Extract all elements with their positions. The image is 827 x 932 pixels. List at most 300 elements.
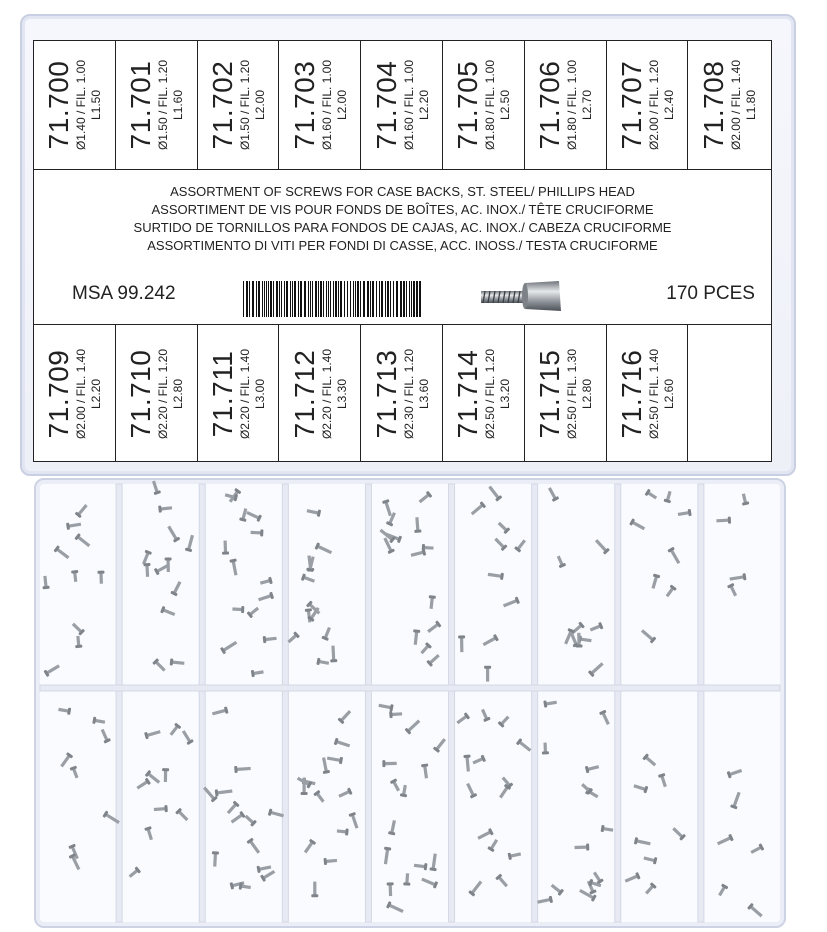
screw xyxy=(135,778,151,792)
screw xyxy=(250,529,263,537)
screw-shank xyxy=(591,662,604,674)
compartment-divider xyxy=(199,484,205,922)
screw xyxy=(426,653,441,667)
screw-shank xyxy=(231,814,243,824)
screw xyxy=(160,606,176,618)
screw xyxy=(232,606,244,614)
part-spec: Ø2.50 / FIL. 1.30 xyxy=(565,348,580,439)
screw-head xyxy=(97,571,104,574)
bottom-size-row xyxy=(34,324,771,462)
screw xyxy=(69,853,82,871)
screw xyxy=(414,862,428,871)
screw-head xyxy=(324,858,328,865)
screw-shank xyxy=(182,730,191,742)
screw-shank xyxy=(60,755,70,767)
screw-shank xyxy=(602,713,610,725)
screw-shank xyxy=(212,709,226,716)
screw xyxy=(730,791,742,809)
part-spec: Ø1.60 / FIL. 1.00 xyxy=(401,59,416,151)
screw xyxy=(419,642,432,656)
screw-shank xyxy=(384,849,389,864)
barcode-bar xyxy=(419,281,421,317)
screw-shank xyxy=(460,638,463,652)
barcode-bar xyxy=(243,281,244,317)
screw-shank xyxy=(69,523,81,528)
screw xyxy=(671,826,686,841)
screw-shank xyxy=(730,575,744,580)
screw xyxy=(348,812,360,829)
screw xyxy=(479,708,490,722)
screw xyxy=(404,718,421,735)
screw-shank xyxy=(147,730,161,737)
barcode-bar xyxy=(256,281,257,317)
screw-shank xyxy=(161,506,172,510)
part-code: 71.716 xyxy=(615,349,647,438)
screw-shank xyxy=(327,756,340,761)
screw-shank xyxy=(58,708,68,713)
screw xyxy=(487,838,500,852)
screw-shank xyxy=(258,594,271,601)
screw-shank xyxy=(666,491,672,501)
part-code: 71.709 xyxy=(43,349,75,438)
barcode-bar xyxy=(318,281,319,317)
screw-head xyxy=(222,551,229,554)
barcode-bar xyxy=(281,281,282,317)
part-length: L3.30 xyxy=(334,378,349,409)
screw-shank xyxy=(557,555,564,565)
screw-shank xyxy=(678,511,689,516)
screw-tray xyxy=(34,478,786,928)
screw-head xyxy=(345,828,349,835)
screw xyxy=(313,790,326,804)
screw-shank xyxy=(390,820,396,833)
compartment-divider xyxy=(615,484,621,922)
barcode-bar xyxy=(370,281,371,317)
screw xyxy=(588,661,605,677)
screw-shank xyxy=(78,504,88,515)
part-spec: Ø2.50 / FIL. 1.40 xyxy=(646,348,661,439)
barcode-bar xyxy=(315,281,317,317)
barcode-bar xyxy=(292,281,293,317)
part-code: 71.700 xyxy=(43,60,75,150)
screw xyxy=(222,540,229,554)
screw xyxy=(716,883,728,897)
part-spec: Ø2.00 / FIL. 1.40 xyxy=(729,59,744,151)
quantity-label: 170 PCES xyxy=(666,283,755,304)
screw-head xyxy=(75,645,82,649)
screw-shank xyxy=(95,719,105,724)
screw-shank xyxy=(217,789,232,794)
screw-shank xyxy=(660,776,666,787)
screw-head xyxy=(424,863,428,870)
screw xyxy=(458,635,465,652)
screw xyxy=(329,645,337,662)
screw xyxy=(211,706,228,717)
screw-shank xyxy=(546,701,557,706)
screw-shank xyxy=(173,581,181,593)
screw-shank xyxy=(603,827,613,832)
screw-shank xyxy=(324,627,331,638)
screw-head xyxy=(586,844,589,851)
screw-shank xyxy=(429,654,439,664)
screw xyxy=(727,767,743,778)
barcode-bar xyxy=(340,281,342,317)
screw-shank xyxy=(263,870,275,879)
compartment-divider xyxy=(365,484,371,922)
screw xyxy=(493,536,508,551)
screw xyxy=(633,782,649,793)
part-length: L2.00 xyxy=(334,89,349,121)
description-line: SURTIDO DE TORNILLOS PARA FONDOS DE CAJAS, AC. INOX./ CABEZA CRUCIFORME xyxy=(133,220,672,235)
screw xyxy=(251,668,264,677)
screw-head xyxy=(143,563,150,566)
screw-shank xyxy=(223,541,227,553)
screw xyxy=(664,584,677,598)
label-middle xyxy=(34,171,771,323)
barcode-bar xyxy=(409,281,410,317)
screw-shank xyxy=(142,553,149,565)
barcode-bar xyxy=(390,281,391,317)
screw-shank xyxy=(337,829,346,833)
screw xyxy=(426,620,442,634)
screw-shank xyxy=(154,807,165,811)
part-spec: Ø1.60 / FIL. 1.00 xyxy=(319,59,334,151)
screw-shank xyxy=(503,599,517,607)
size-cell xyxy=(279,41,361,169)
screw-shank xyxy=(456,715,467,724)
screw-shank xyxy=(389,885,393,896)
screw-shank xyxy=(378,704,390,709)
screw xyxy=(589,622,603,633)
screw xyxy=(470,501,487,517)
barcode-bar xyxy=(270,281,272,317)
screw-shank xyxy=(251,531,261,535)
part-length: L2.00 xyxy=(252,89,267,121)
screw xyxy=(74,636,82,649)
screw xyxy=(650,574,661,590)
screw xyxy=(301,573,316,584)
screw xyxy=(166,525,181,543)
screw xyxy=(337,827,349,835)
screw xyxy=(389,710,402,718)
part-length: L2.80 xyxy=(580,378,595,409)
screw-shank xyxy=(241,885,251,889)
screw-shank xyxy=(519,741,531,752)
screw-head xyxy=(66,523,70,530)
screw xyxy=(537,896,553,906)
part-spec: Ø1.80 / FIL. 1.00 xyxy=(565,59,580,151)
screw xyxy=(239,882,252,891)
part-length: L2.20 xyxy=(416,89,431,121)
screw-head xyxy=(67,708,71,715)
size-cell xyxy=(198,41,280,169)
barcode-bar xyxy=(312,281,313,317)
screw xyxy=(502,597,520,610)
part-length: L1.60 xyxy=(171,89,186,121)
screw-shank xyxy=(432,853,437,868)
screw-shank xyxy=(254,670,264,675)
screw-shank xyxy=(436,738,446,750)
size-cell xyxy=(34,41,116,169)
screw-shank xyxy=(564,631,572,644)
screw-shank xyxy=(537,898,550,904)
part-length: L2.40 xyxy=(661,89,676,121)
screw xyxy=(500,775,513,789)
screw xyxy=(578,887,597,902)
barcode-bar xyxy=(385,281,386,317)
part-code: 71.706 xyxy=(534,60,566,150)
screw xyxy=(400,784,409,797)
screw xyxy=(41,576,49,590)
screw-shank xyxy=(319,660,329,665)
screw xyxy=(225,801,239,816)
screw xyxy=(644,882,657,896)
screw-shank xyxy=(237,767,251,771)
screw xyxy=(75,503,90,518)
description-line: ASSORTIMENT DE VIS POUR FONDS DE BOÎTES, AC. INOX./ TÊTE CRUCIFORME xyxy=(151,202,654,217)
barcode-bar xyxy=(330,281,331,317)
screw xyxy=(53,545,70,560)
screw-shank xyxy=(47,664,60,674)
screw-shank xyxy=(415,517,419,530)
screw-head xyxy=(339,757,343,764)
screw-head xyxy=(601,825,605,832)
screw xyxy=(476,828,493,841)
screw xyxy=(230,811,246,825)
screw-head xyxy=(463,755,470,759)
screw-shank xyxy=(641,629,653,640)
screw xyxy=(716,834,734,847)
screw xyxy=(417,491,432,505)
screw xyxy=(58,706,71,715)
screw-shank xyxy=(643,856,654,862)
screw-shank xyxy=(494,538,504,548)
barcode-bar xyxy=(262,281,263,317)
screw xyxy=(468,879,484,896)
screw-shank xyxy=(313,882,316,895)
screw-shank xyxy=(477,831,490,840)
screw-shank xyxy=(167,526,177,540)
screw xyxy=(382,847,391,865)
screw xyxy=(327,755,343,765)
screw-shank xyxy=(136,781,147,790)
screw-shank xyxy=(645,756,656,766)
barcode-bar xyxy=(290,281,291,317)
screw-shank xyxy=(424,546,433,550)
screw-shank xyxy=(483,637,496,646)
screw-shank xyxy=(498,877,508,888)
barcode-bar xyxy=(355,281,356,317)
screw-head xyxy=(212,851,219,854)
screw-shank xyxy=(543,743,547,752)
screw xyxy=(601,825,614,834)
screw-shank xyxy=(145,566,149,577)
barcode-bar xyxy=(328,281,329,317)
screw xyxy=(97,571,104,584)
screw xyxy=(546,486,559,502)
barcode-bar xyxy=(367,281,369,317)
screw-head xyxy=(158,505,162,512)
screw xyxy=(66,521,82,530)
screw xyxy=(170,658,185,666)
barcode-bar xyxy=(406,281,407,317)
screw-shank xyxy=(421,878,435,886)
part-code: 71.704 xyxy=(370,60,402,150)
part-spec: Ø2.30 / FIL. 1.20 xyxy=(401,348,416,439)
barcode-bar xyxy=(279,281,280,317)
screw-shank xyxy=(414,864,425,868)
screw xyxy=(555,555,566,569)
screw-shank xyxy=(326,859,337,863)
part-length: L2.60 xyxy=(661,378,676,409)
screw-head xyxy=(234,766,237,773)
screw xyxy=(640,628,657,644)
compartment-divider xyxy=(282,484,288,922)
screw xyxy=(749,843,764,855)
barcode-bar xyxy=(363,281,365,317)
barcode-bar xyxy=(268,281,269,317)
screw xyxy=(421,763,430,778)
screw-shank xyxy=(632,521,645,530)
screw xyxy=(70,766,81,780)
screw xyxy=(256,864,271,874)
screw xyxy=(259,577,272,587)
screw xyxy=(390,778,402,792)
screw-shank xyxy=(408,720,421,732)
screw xyxy=(658,773,669,788)
compartment-divider xyxy=(449,484,455,922)
part-code: 71.703 xyxy=(288,60,320,150)
screw xyxy=(150,480,161,495)
screw xyxy=(585,763,600,773)
screw-shank xyxy=(223,641,237,652)
screw-shank xyxy=(77,536,90,547)
size-cell xyxy=(607,41,689,169)
screw xyxy=(549,882,564,896)
barcode-bar xyxy=(403,281,405,317)
screw xyxy=(386,511,398,526)
screw xyxy=(168,723,181,737)
screw-head xyxy=(170,658,174,665)
screw-shank xyxy=(750,846,761,854)
screw-shank xyxy=(471,881,482,894)
screw xyxy=(314,542,332,556)
barcode-bar xyxy=(360,281,361,317)
screw-head xyxy=(728,517,731,524)
barcode-bar xyxy=(372,281,374,317)
screw-shank xyxy=(152,480,159,492)
top-size-row xyxy=(34,41,771,170)
screw xyxy=(643,855,658,865)
barcode-bar xyxy=(249,281,250,317)
barcode-bar xyxy=(387,281,389,317)
screw xyxy=(152,658,167,673)
screw xyxy=(403,873,411,886)
part-length: L3.20 xyxy=(498,378,513,409)
barcode-bar xyxy=(396,281,398,317)
barcode-bar xyxy=(393,281,394,317)
screw xyxy=(664,490,674,503)
part-code: 71.705 xyxy=(452,60,484,150)
screw-shank xyxy=(304,842,313,854)
screw-shank xyxy=(488,486,499,499)
screw-shank xyxy=(164,771,167,782)
screw xyxy=(337,709,352,725)
screw xyxy=(246,605,260,618)
barcode-bar xyxy=(400,281,402,317)
screw-shank xyxy=(337,740,351,747)
screw-shank xyxy=(178,811,188,821)
screw-head xyxy=(400,793,407,797)
part-spec: Ø2.20 / FIL. 1.40 xyxy=(237,348,252,439)
screw-shank xyxy=(57,548,70,559)
screw xyxy=(306,556,316,572)
screw-shank xyxy=(99,573,103,584)
screw xyxy=(716,517,731,525)
screw-shank xyxy=(486,668,489,681)
screw-head xyxy=(384,847,391,851)
screw-shank xyxy=(392,712,402,716)
screw-shank xyxy=(76,636,80,646)
description-line: ASSORTIMENTO DI VITI PER FONDI DI CASSE, ACC. INOSS./ TESTA CRUCIFORME xyxy=(147,238,658,253)
screw-shank xyxy=(232,561,238,575)
screw xyxy=(642,753,657,768)
screw-shank xyxy=(393,781,400,791)
screw-shank xyxy=(472,757,483,764)
part-spec: Ø1.40 / FIL. 1.00 xyxy=(74,59,89,151)
part-code: 71.708 xyxy=(698,60,730,150)
screw xyxy=(508,851,522,861)
part-spec: Ø1.80 / FIL. 1.00 xyxy=(483,59,498,151)
screw-shank xyxy=(466,757,470,772)
screw-head xyxy=(429,595,436,599)
screw xyxy=(260,868,276,882)
screw-shank xyxy=(581,638,592,643)
screw-head xyxy=(389,704,393,711)
barcode-bar xyxy=(304,281,306,317)
screw-shank xyxy=(385,762,397,765)
screw xyxy=(487,484,503,501)
size-cell xyxy=(525,325,607,462)
screw xyxy=(324,857,338,865)
screw-shank xyxy=(730,769,743,776)
screw-shank xyxy=(548,487,556,499)
screw-shank xyxy=(551,884,561,893)
part-spec: Ø2.00 / FIL. 1.40 xyxy=(74,348,89,439)
screw xyxy=(484,666,491,682)
part-length: L1.80 xyxy=(744,89,759,121)
part-length: L2.20 xyxy=(89,378,104,409)
size-cell xyxy=(525,41,607,169)
screw-shank xyxy=(385,502,392,516)
screw-shank xyxy=(232,607,241,611)
size-cell xyxy=(361,325,443,462)
screw xyxy=(382,499,394,517)
screw xyxy=(455,712,470,726)
barcode-bar xyxy=(350,281,351,317)
screw xyxy=(634,837,651,847)
screw-shank xyxy=(341,710,352,721)
size-cell xyxy=(116,41,198,169)
screw xyxy=(594,538,610,555)
barcode-bar xyxy=(379,281,380,317)
screw xyxy=(239,508,249,522)
screw xyxy=(514,538,528,553)
size-cell-empty xyxy=(688,325,770,462)
screw-shank xyxy=(633,784,645,791)
screw-head xyxy=(542,751,549,754)
barcode-bar xyxy=(347,281,348,317)
